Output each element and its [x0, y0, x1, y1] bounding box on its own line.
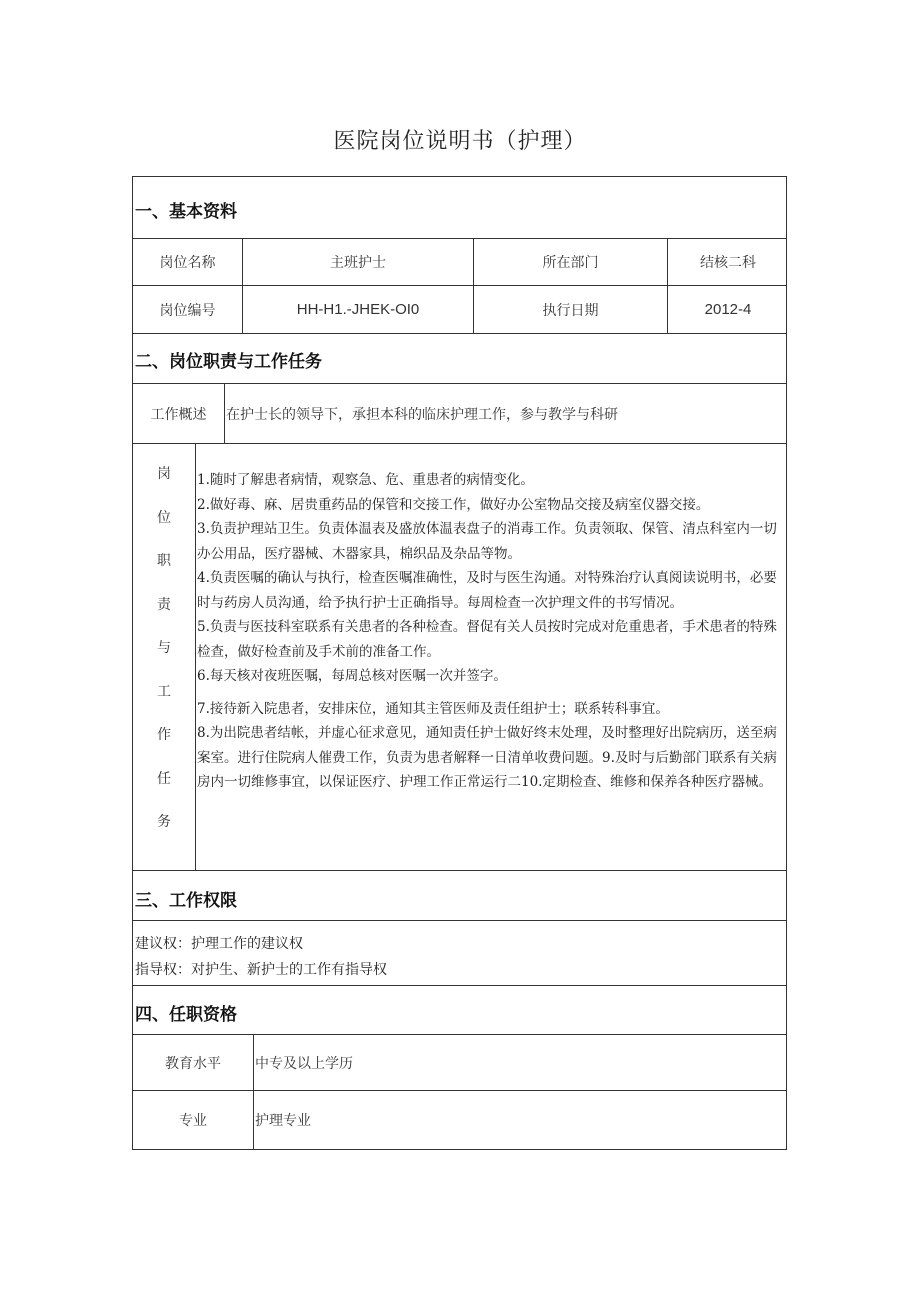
overview-text: 在护士长的领导下，承担本科的临床护理工作，参与教学与科研 [226, 406, 618, 423]
duty-item: 4.负责医嘱的确认与执行，检查医嘱准确性，及时与医生沟通。对特殊治疗认真阅读说明书，必要时与药房人员沟通，给予执行护士正确指导。每周检查一次护理文件的书写情况。 [197, 570, 777, 611]
duty-list [197, 468, 788, 795]
education-value: 中专及以上学历 [255, 1055, 353, 1072]
divider [195, 443, 196, 870]
authority-guide: 指导权：对护生、新护士的工作有指导权 [135, 962, 387, 978]
divider [133, 985, 786, 986]
divider [133, 920, 786, 921]
duty-label-char: 任 [157, 770, 171, 787]
page-title: 医院岗位说明书（护理） [333, 129, 587, 154]
department-value: 结核二科 [700, 255, 756, 271]
section-qualifications-heading: 四、任职资格 [135, 1005, 237, 1025]
duty-item: 6.每天核对夜班医嘱，每周总核对医嘱一次并签字。 [197, 668, 507, 684]
duty-item: 7.接待新入院患者，安排床位，通知其主管医师及责任组护士；联系转科事宜。 [197, 700, 669, 717]
job-description-table [132, 176, 787, 1150]
effective-date-label: 执行日期 [542, 302, 599, 319]
position-code-label: 岗位编号 [159, 302, 216, 319]
divider [224, 383, 225, 443]
duty-label-char: 责 [157, 596, 171, 613]
duty-item: 2.做好毒、麻、居贵重药品的保管和交接工作，做好办公室物品交接及病室仪器交接。 [197, 496, 710, 513]
duty-item: 3.负责护理站卫生。负责体温表及盛放体温表盘子的消毒工作。负责领取、保管、清点科室内一切办公用品，医疗器械、木器家具，棉织品及杂品等物。 [197, 521, 777, 562]
position-name-value: 主班护士 [330, 255, 386, 271]
duty-label-char: 职 [157, 553, 171, 569]
department-label: 所在部门 [542, 255, 599, 271]
duty-label-char: 作 [157, 727, 171, 743]
duty-label-char: 位 [157, 509, 171, 526]
duty-label-char: 与 [157, 640, 171, 656]
section-authority-heading: 三、工作权限 [135, 891, 237, 911]
duty-item: 8.为出院患者结帐，并虚心征求意见，通知责任护士做好终末处理，及时整理好出院病历，送至病案室。进行住院病人催费工作，负责为患者解释一日清单收费问题。9.及时与后勤部门联系有关病房内一切维修事宜，以保证医疗、护理工作正常运行二10.定期检查、维修和保养各种医疗器械。 [197, 725, 777, 790]
duty-label-char: 务 [157, 814, 171, 830]
section-duties-heading: 二、岗位职责与工作任务 [135, 352, 322, 372]
divider [133, 443, 786, 444]
overview-label: 工作概述 [150, 406, 207, 423]
section-basic-heading: 一、基本资料 [135, 202, 237, 222]
duty-item: 5.负责与医技科室联系有关患者的各种检查。督促有关人员按时完成对危重患者，手术患者的特殊检查，做好检查前及手术前的准备工作。 [197, 619, 777, 660]
duty-item: 1.随时了解患者病情，观察急、危、重患者的病情变化。 [197, 472, 534, 488]
divider [133, 870, 786, 871]
major-label: 专业 [179, 1113, 207, 1129]
position-code-value: HH-H1.-JHEK-OI0 [296, 301, 420, 318]
divider [133, 333, 786, 334]
education-label: 教育水平 [165, 1055, 221, 1072]
duty-label-char: 工 [157, 683, 171, 700]
duty-label-char: 岗 [157, 466, 171, 482]
position-name-label: 岗位名称 [159, 255, 216, 271]
divider [253, 1034, 254, 1150]
effective-date-value: 2012-4 [704, 301, 752, 318]
authority-advise: 建议权：护理工作的建议权 [135, 936, 303, 952]
duties-vertical-label [133, 441, 195, 869]
major-value: 护理专业 [255, 1113, 311, 1129]
